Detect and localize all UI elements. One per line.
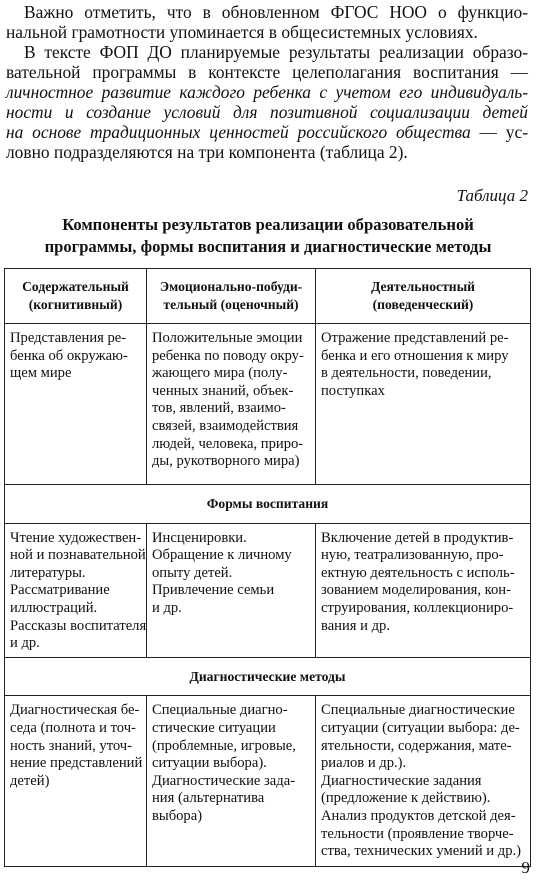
cell-line: тов, явлений, взаимо- [152, 400, 286, 417]
cell-line: людей, человека, приро- [152, 435, 304, 452]
cell-line: ства, технических умений и др.) [321, 843, 521, 860]
table-title-line: Компоненты результатов реализации образовательной [62, 215, 474, 234]
cell-forms-behavioral [316, 523, 531, 657]
text-line [6, 122, 528, 142]
cell-line: седа (полнота и точ- [10, 719, 136, 736]
cell-line: выбора) [152, 807, 203, 824]
cell-line: тельности (проявление творче- [321, 825, 514, 842]
section-forms-heading: Формы воспитания [5, 485, 531, 524]
text-line: В тексте ФОП ДО планируемые результаты реализации образо- [24, 42, 528, 62]
header-behavioral [316, 269, 531, 324]
cell-line: (проблемные, игровые, [152, 737, 296, 754]
italic-fragment: на основе традиционных ценностей российского общества [6, 122, 471, 142]
text-line: Важно отметить, что в обновленном ФГОС НОО о функцио- [24, 2, 528, 22]
cell-line: Анализ продуктов детской дея- [321, 807, 516, 824]
cell-line: ятельности, содержания, мате- [321, 737, 512, 754]
cell-line: Специальные диагно- [152, 702, 288, 719]
cell-line: Рассматривание [10, 582, 110, 599]
table-section-row [5, 657, 531, 696]
cell-line: ность знаний, уточ- [10, 737, 133, 754]
table-caption: Таблица 2 [456, 186, 528, 205]
cell-forms-emotional [147, 523, 316, 657]
components-table [4, 268, 531, 867]
header-emotional [147, 269, 316, 324]
text-fragment: — ус- [470, 122, 528, 142]
text-line-italic: личностное развитие каждого ребенка с учетом его индивидуаль- [6, 82, 528, 102]
cell-line: жающего мира (полу- [152, 365, 288, 382]
header-text: (когнитивный) [28, 297, 123, 312]
cell-line: щем мире [10, 365, 72, 382]
table-section-row [5, 485, 531, 524]
cell-line: Рассказы воспитателя [10, 617, 147, 634]
cell-line: (предложение к действию). [321, 790, 491, 807]
cell-line: зованием моделирования, кон- [321, 582, 511, 599]
cell-line: ченных знаний, объек- [152, 382, 294, 399]
cell-line: ситуации (ситуации выбора: де- [321, 719, 520, 736]
table-header-row [5, 269, 531, 324]
cell-line: Включение детей в продуктив- [321, 529, 514, 546]
cell-line: ния (альтернатива [152, 790, 265, 807]
cell-line: литературы. [10, 564, 86, 581]
cell-line: опыту детей. [152, 564, 233, 581]
cell-line: детей) [10, 772, 50, 789]
header-text: Деятельностный [370, 279, 476, 295]
cell-line: в деятельности, поведении, [321, 365, 492, 382]
cell-forms-cognitive [5, 523, 147, 657]
cell-line: Чтение художествен- [10, 529, 142, 546]
table-row-results [5, 324, 531, 485]
section-methods-heading: Диагностические методы [5, 657, 531, 696]
intro-paragraph-1 [6, 2, 528, 42]
cell-line: стические ситуации [152, 719, 276, 736]
cell-line: Специальные диагностические [321, 702, 515, 719]
text-line-italic: ности и создание условий для позитивной социализации детей [6, 102, 528, 122]
intro-paragraph-2 [6, 42, 528, 162]
header-text: (поведенческий) [372, 297, 474, 312]
cell-line: бенка и его отношения к миру [321, 347, 509, 364]
cell-line: Диагностическая бе- [10, 702, 140, 719]
cell-line: ды, рукотворного мира) [152, 453, 300, 470]
cell-line: ребенка по поводу окру- [152, 347, 304, 364]
cell-line: Обращение к личному [152, 547, 292, 564]
header-cognitive [5, 269, 147, 324]
cell-line: вания и др. [321, 617, 390, 634]
text-line: ловно подразделяются на три компонента (таблица 2). [6, 142, 408, 162]
cell-methods-cognitive [5, 696, 147, 867]
cell-line: и др. [10, 635, 40, 652]
cell-line: Привлечение семьи [152, 582, 275, 599]
header-text: тельный (оценочный) [163, 297, 299, 312]
cell-line: нение представлений [10, 755, 143, 772]
cell-line: ной и познавательной [10, 547, 146, 564]
cell-line: и др. [152, 599, 182, 616]
cell-line: Диагностические задания [321, 772, 482, 789]
cell-line: связей, взаимодействия [152, 417, 299, 434]
text-line: нальной грамотности упоминается в общесистемных условиях. [6, 22, 478, 42]
cell-line: Инсценировки. [152, 529, 247, 546]
cell-line: ектную деятельность с исполь- [321, 564, 515, 581]
cell-line: иллюстраций. [10, 599, 98, 616]
cell-line: Диагностические зада- [152, 772, 296, 789]
cell-results-cognitive [5, 324, 147, 485]
table-row-methods [5, 696, 531, 867]
cell-line: струирования, коллекциониро- [321, 599, 514, 616]
cell-line: риалов и др.). [321, 755, 407, 772]
cell-line: ную, театрализованную, про- [321, 547, 504, 564]
header-text: Эмоционально-побуди- [159, 279, 303, 295]
cell-line: Отражение представлений ре- [321, 330, 509, 346]
cell-results-emotional [147, 324, 316, 485]
table-title-line: программы, формы воспитания и диагностические методы [44, 237, 492, 256]
cell-line: Представления ре- [10, 330, 127, 346]
cell-line: Положительные эмоции [152, 330, 303, 346]
cell-results-behavioral [316, 324, 531, 485]
cell-line: бенка об окружаю- [10, 347, 128, 364]
header-text: Содержательный [22, 279, 129, 295]
table-row-forms [5, 523, 531, 657]
cell-methods-emotional [147, 696, 316, 867]
cell-line: поступках [321, 382, 385, 399]
page-number: 9 [521, 858, 530, 877]
cell-line: ситуации выбора). [152, 755, 267, 772]
cell-methods-behavioral [316, 696, 531, 867]
text-line: вательной программы в контексте целеполагания воспитания — [6, 62, 528, 82]
